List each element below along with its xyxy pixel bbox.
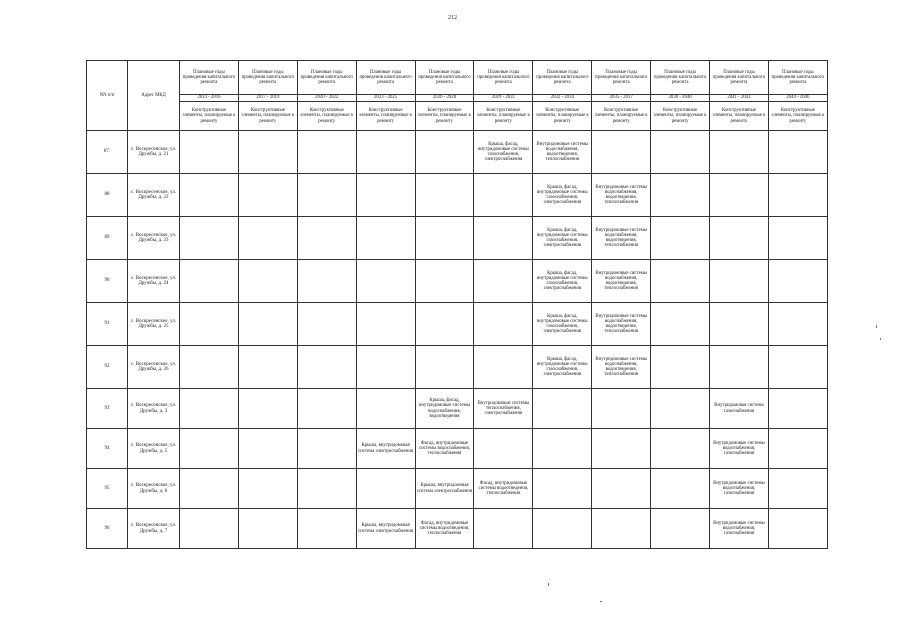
repair-elements-cell: Крыша, внутридомовая система электроснабжения: [415, 469, 474, 509]
repair-elements-cell: Внутридомовые системы водоснабжения, газоснабжения: [710, 469, 769, 509]
repair-elements-cell: [297, 346, 356, 389]
header-elements-label: Конструктивные элементы, планируемые к ремонту: [415, 102, 474, 131]
repair-elements-cell: Крыша, фасад, внутридомовые системы газоснабжения, электроснабжения: [474, 131, 533, 174]
repair-elements-cell: Крыша, фасад, внутридомовые системы газоснабжения, электроснабжения: [533, 174, 592, 217]
repair-elements-cell: [651, 174, 710, 217]
repair-elements-cell: Внутридомовые системы водоснабжения, водоотведения, теплоснабжения: [592, 217, 651, 260]
repair-elements-cell: [238, 217, 297, 260]
repair-elements-cell: [592, 509, 651, 549]
row-number: 93: [87, 389, 128, 429]
repair-elements-cell: Крыша, внутридомовая система электроснабжения: [356, 429, 415, 469]
repair-elements-cell: [710, 174, 769, 217]
row-number: 96: [87, 509, 128, 549]
repair-elements-cell: Крыша, фасад, внутридомовые системы газоснабжения, электроснабжения: [533, 217, 592, 260]
repair-elements-cell: Фасад, внутридомовые системы водоотведения, теплоснабжения: [415, 509, 474, 549]
repair-elements-cell: [592, 131, 651, 174]
repair-elements-cell: [238, 429, 297, 469]
repair-elements-cell: [651, 389, 710, 429]
table-row: [87, 303, 828, 346]
repair-elements-cell: [533, 389, 592, 429]
repair-elements-cell: [297, 260, 356, 303]
repair-elements-cell: [180, 260, 239, 303]
row-number: 95: [87, 469, 128, 509]
repair-elements-cell: Крыша, фасад, внутридомовые системы газоснабжения, электроснабжения: [533, 260, 592, 303]
header-period-label: Плановые годы проведения капитального ремонта: [768, 61, 827, 95]
repair-elements-cell: Крыша, фасад, внутридомовые системы водоснабжения, водоотведения: [415, 389, 474, 429]
repair-elements-cell: [356, 346, 415, 389]
header-elements-label: Конструктивные элементы, планируемые к ремонту: [297, 102, 356, 131]
row-address: с. Воскресенское, ул. Дружбы, д. 5: [128, 429, 180, 469]
repair-elements-cell: [297, 469, 356, 509]
repair-elements-cell: [180, 217, 239, 260]
header-period-label: Плановые годы проведения капитального ремонта: [533, 61, 592, 95]
repair-elements-cell: Внутридомовые системы водоснабжения, газоснабжения: [710, 509, 769, 549]
repair-elements-cell: [474, 217, 533, 260]
repair-elements-cell: Фасад, внутридомовые системы водоотведения, теплоснабжения: [474, 469, 533, 509]
repair-elements-cell: Крыша, фасад, внутридомовые системы газоснабжения, электроснабжения: [533, 346, 592, 389]
table-row: [87, 260, 828, 303]
repair-elements-cell: [710, 131, 769, 174]
repair-elements-cell: [238, 174, 297, 217]
repair-elements-cell: [180, 346, 239, 389]
header-period-years: 2017 - 2019: [238, 95, 297, 102]
repair-elements-cell: [415, 131, 474, 174]
header-number: NN п/п: [87, 61, 128, 131]
repair-elements-cell: [297, 429, 356, 469]
repair-elements-cell: Крыша, внутридомовая система электроснабжения: [356, 509, 415, 549]
row-number: 94: [87, 429, 128, 469]
header-period-years: 2026 - 2028: [415, 95, 474, 102]
header-elements-label: Конструктивные элементы, планируемые к ремонту: [474, 102, 533, 131]
repair-elements-cell: [474, 303, 533, 346]
table-row: [87, 469, 828, 509]
repair-elements-cell: Фасад, внутридомовые системы водоснабжения, теплоснабжения: [415, 429, 474, 469]
repair-elements-cell: Крыша, фасад, внутридомовые системы газоснабжения, электроснабжения: [533, 303, 592, 346]
row-address: с. Воскресенское, ул. Дружбы, д. 7: [128, 509, 180, 549]
header-period-label: Плановые годы проведения капитального ремонта: [415, 61, 474, 95]
header-period-years: 2020 - 2022: [297, 95, 356, 102]
repair-elements-cell: [238, 131, 297, 174]
repair-elements-cell: Внутридомовые системы водоснабжения, водоотведения, теплоснабжения: [592, 346, 651, 389]
table-row: [87, 174, 828, 217]
repair-elements-cell: [356, 217, 415, 260]
repair-elements-cell: [533, 429, 592, 469]
header-period-years: 2032 - 2034: [533, 95, 592, 102]
repair-elements-cell: [474, 346, 533, 389]
repair-elements-cell: [297, 509, 356, 549]
header-elements-label: Конструктивные элементы, планируемые к ремонту: [768, 102, 827, 131]
repair-elements-cell: [768, 509, 827, 549]
repair-elements-cell: Внутридомовые системы теплоснабжения, электроснабжения: [474, 389, 533, 429]
repair-elements-cell: [710, 303, 769, 346]
scan-speck: [876, 325, 877, 328]
header-period-years: 2035 - 2037: [592, 95, 651, 102]
header-elements-label: Конструктивные элементы, планируемые к ремонту: [180, 102, 239, 131]
scan-speck: [880, 338, 881, 340]
repair-elements-cell: [768, 346, 827, 389]
repair-elements-cell: [297, 131, 356, 174]
header-period-label: Плановые годы проведения капитального ремонта: [474, 61, 533, 95]
row-address: с. Воскресенское, ул. Дружбы, д. 25: [128, 303, 180, 346]
row-address: с. Воскресенское, ул. Дружбы, д. 21: [128, 131, 180, 174]
repair-elements-cell: [768, 174, 827, 217]
header-period-years: 2041 - 2043: [710, 95, 769, 102]
repair-elements-cell: [180, 303, 239, 346]
repair-elements-cell: [297, 303, 356, 346]
header-period-years: 2044 - 2046: [768, 95, 827, 102]
row-number: 88: [87, 174, 128, 217]
table-row: [87, 131, 828, 174]
capital-repair-plan-table: [86, 60, 828, 549]
row-address: с. Воскресенское, ул. Дружбы, д. 6: [128, 469, 180, 509]
repair-elements-cell: [356, 260, 415, 303]
repair-elements-cell: [533, 469, 592, 509]
repair-elements-cell: [180, 469, 239, 509]
header-elements-label: Конструктивные элементы, планируемые к ремонту: [533, 102, 592, 131]
repair-elements-cell: [415, 174, 474, 217]
header-period-label: Плановые годы проведения капитального ремонта: [710, 61, 769, 95]
repair-elements-cell: [180, 509, 239, 549]
header-elements-label: Конструктивные элементы, планируемые к ремонту: [238, 102, 297, 131]
repair-elements-cell: [651, 469, 710, 509]
repair-elements-cell: [180, 389, 239, 429]
header-elements-label: Конструктивные элементы, планируемые к ремонту: [710, 102, 769, 131]
repair-elements-cell: [415, 303, 474, 346]
table-row: [87, 217, 828, 260]
repair-elements-cell: [238, 303, 297, 346]
repair-elements-cell: [238, 389, 297, 429]
repair-elements-cell: [768, 217, 827, 260]
repair-elements-cell: [651, 346, 710, 389]
repair-elements-cell: [651, 217, 710, 260]
row-address: с. Воскресенское, ул. Дружбы, д. 24: [128, 260, 180, 303]
repair-elements-cell: [415, 260, 474, 303]
repair-elements-cell: [238, 346, 297, 389]
repair-elements-cell: [297, 217, 356, 260]
repair-elements-cell: Внутридомовые системы водоснабжения, водоотведения, теплоснабжения: [592, 174, 651, 217]
repair-elements-cell: [592, 389, 651, 429]
repair-elements-cell: Внутридомовые системы водоснабжения, водоотведения, теплоснабжения: [592, 303, 651, 346]
repair-elements-cell: [356, 131, 415, 174]
repair-elements-cell: [651, 131, 710, 174]
header-period-years: 2023 - 2025: [356, 95, 415, 102]
repair-elements-cell: [768, 260, 827, 303]
table-row: [87, 346, 828, 389]
row-number: 87.: [87, 131, 128, 174]
repair-elements-cell: [768, 389, 827, 429]
header-elements-label: Конструктивные элементы, планируемые к ремонту: [592, 102, 651, 131]
row-address: с. Воскресенское, ул. Дружбы, д. 3: [128, 389, 180, 429]
header-period-label: Плановые годы проведения капитального ремонта: [651, 61, 710, 95]
repair-elements-cell: [474, 509, 533, 549]
repair-elements-cell: [768, 131, 827, 174]
repair-elements-cell: [297, 389, 356, 429]
scan-speck: [600, 601, 602, 602]
repair-elements-cell: Внутридомовые системы водоснабжения, водоотведения, теплоснабжения: [592, 260, 651, 303]
repair-elements-cell: [651, 509, 710, 549]
header-period-label: Плановые годы проведения капитального ремонта: [180, 61, 239, 95]
repair-elements-cell: [768, 303, 827, 346]
repair-elements-cell: [415, 217, 474, 260]
row-number: 90: [87, 260, 128, 303]
repair-elements-cell: [415, 346, 474, 389]
repair-elements-cell: [768, 469, 827, 509]
row-number: 89: [87, 217, 128, 260]
repair-elements-cell: [356, 469, 415, 509]
header-period-label: Плановые годы проведения капитального ремонта: [297, 61, 356, 95]
repair-elements-cell: [710, 217, 769, 260]
row-address: с. Воскресенское, ул. Дружбы, д. 26: [128, 346, 180, 389]
table-row: [87, 509, 828, 549]
repair-elements-cell: [592, 429, 651, 469]
header-period-years: 2014 - 2016: [180, 95, 239, 102]
header-period-label: Плановые годы проведения капитального ремонта: [592, 61, 651, 95]
repair-elements-cell: [592, 469, 651, 509]
repair-elements-cell: [533, 509, 592, 549]
header-elements-label: Конструктивные элементы, планируемые к ремонту: [356, 102, 415, 131]
repair-elements-cell: [651, 260, 710, 303]
row-number: 92: [87, 346, 128, 389]
repair-elements-cell: [474, 174, 533, 217]
header-elements-label: Конструктивные элементы, планируемые к ремонту: [651, 102, 710, 131]
row-address: с. Воскресенское, ул. Дружбы, д. 23: [128, 217, 180, 260]
header-period-years: 2038 - 2040: [651, 95, 710, 102]
repair-elements-cell: [474, 429, 533, 469]
scan-speck: [548, 583, 549, 586]
table-row: [87, 389, 828, 429]
repair-elements-cell: [651, 303, 710, 346]
repair-elements-cell: [710, 260, 769, 303]
header-period-years: 2029 - 2031: [474, 95, 533, 102]
repair-elements-cell: [356, 174, 415, 217]
repair-elements-cell: [297, 174, 356, 217]
repair-elements-cell: [238, 469, 297, 509]
repair-elements-cell: Внутридомовые системы водоснабжения, газоснабжения: [710, 429, 769, 469]
header-period-label: Плановые годы проведения капитального ремонта: [356, 61, 415, 95]
header-period-label: Плановые годы проведения капитального ремонта: [238, 61, 297, 95]
repair-elements-cell: [356, 389, 415, 429]
repair-elements-cell: [651, 429, 710, 469]
page-number: 212: [448, 15, 457, 21]
repair-elements-cell: [238, 509, 297, 549]
repair-elements-cell: [180, 131, 239, 174]
repair-elements-cell: [768, 429, 827, 469]
repair-elements-cell: [710, 346, 769, 389]
repair-elements-cell: [238, 260, 297, 303]
table-row: [87, 429, 828, 469]
repair-elements-cell: [356, 303, 415, 346]
row-number: 91: [87, 303, 128, 346]
row-address: с. Воскресенское, ул. Дружбы, д. 22: [128, 174, 180, 217]
repair-elements-cell: Внутридомовые системы водоснабжения, водоотведения, теплоснабжения: [533, 131, 592, 174]
repair-elements-cell: Внутридомовая система газоснабжения: [710, 389, 769, 429]
repair-elements-cell: [180, 174, 239, 217]
header-address: Адрес МКД: [128, 61, 180, 131]
repair-elements-cell: [474, 260, 533, 303]
repair-elements-cell: [180, 429, 239, 469]
